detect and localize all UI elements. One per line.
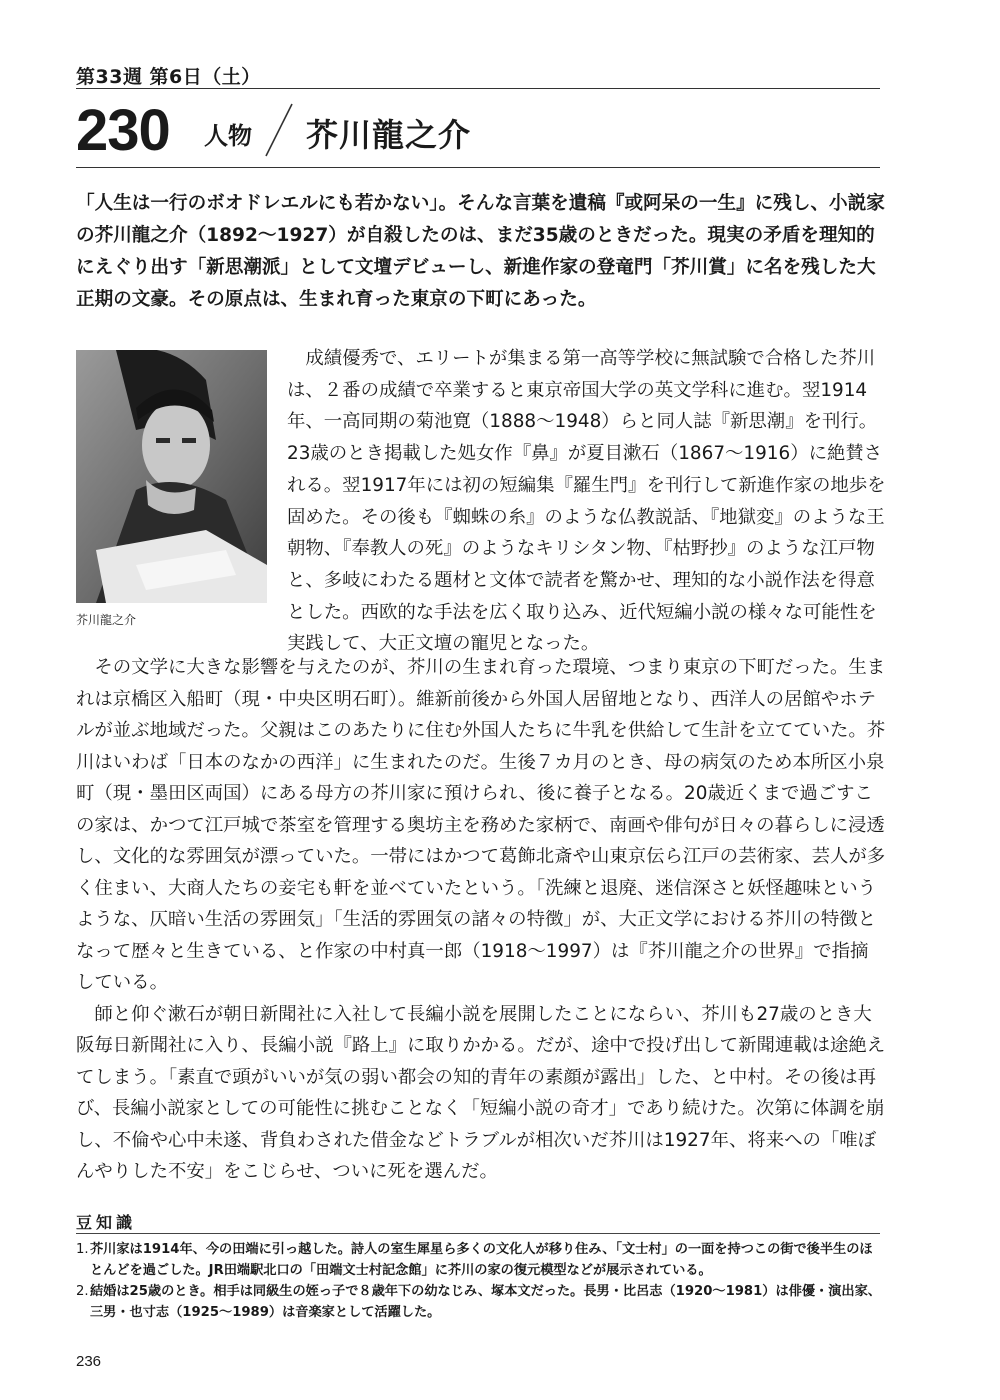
entry-category: 人物 [204, 122, 252, 150]
body-main [76, 652, 886, 1188]
trivia-item-text: 結婚は25歳のとき。相手は同級生の姪っ子で８歳年下の幼なじみ、塚本文だった。長男・比呂志（1920〜1981）は俳優・演出家、三男・也寸志（1925〜1989）は音楽家として活躍した。 [90, 1284, 881, 1320]
photo-caption: 芥川龍之介 [76, 613, 137, 627]
body-paragraph-3: 師と仰ぐ漱石が朝日新聞社に入社して長編小説を展開したことにならい、芥川も27歳のとき大阪毎日新聞社に入り、長編小説『路上』に取りかかる。だが、途中で投げ出して新聞連載は途絶えてしまう。「素直で頭がいいが気の弱い都会の知的青年の素顔が露出」した、と中村。その後は再び、長編小説家としての可能性に挑むことなく「短編小説の奇才」であり続けた。次第に体調を崩し、不倫や心中未遂、背負わされた借金などトラブルが相次いだ芥川は1927年、将来への「唯ぼんやりした不安」をこじらせ、ついに死を選んだ。 [76, 1003, 886, 1182]
trivia-item [76, 1282, 884, 1323]
trivia-list [76, 1240, 884, 1324]
trivia-heading: 豆知識 [76, 1213, 137, 1232]
week-label: 第33週 第6日（土） [76, 66, 261, 88]
entry-title: 芥川龍之介 [306, 116, 472, 154]
trivia-item-text: 芥川家は1914年、今の田端に引っ越した。詩人の室生犀星ら多くの文化人が移り住み、「文士村」の一面を持つこの街で後半生のほとんどを過ごした。JR田端駅北口の「田端文士村記念館」に芥川の家の復元模型などが展示されている。 [90, 1242, 873, 1278]
lead-paragraph: 「人生は一行のボオドレエルにも若かない」。そんな言葉を遺稿『或阿呆の一生』に残し、小説家の芥川龍之介（1892〜1927）が自殺したのは、まだ35歳のときだった。現実の矛盾を理知的にえぐり出す「新思潮派」として文壇デビューし、新進作家の登竜門「芥川賞」に名を残した大正期の文豪。その原点は、生まれ育った東京の下町にあった。 [76, 193, 885, 310]
title-slash-divider [258, 100, 298, 160]
header-top-rule [76, 88, 880, 89]
entry-number: 230 [76, 98, 170, 163]
trivia-rule [76, 1233, 880, 1234]
body-paragraph-side [287, 343, 887, 660]
portrait-photo-graphic [76, 350, 267, 603]
trivia-item-number: 2. [76, 1284, 89, 1299]
body-paragraph-1: 成績優秀で、エリートが集まる第一高等学校に無試験で合格した芥川は、２番の成績で卒業すると東京帝国大学の英文学科に進む。翌1914年、一高同期の菊池寛（1888〜1948）らと同人誌『新思潮』を刊行。23歳のとき掲載した処女作『鼻』が夏目漱石（1867〜1916）に絶賛される。翌1917年には初の短編集『羅生門』を刊行して新進作家の地歩を固めた。その後も『蜘蛛の糸』のような仏教説話、『地獄変』のような王朝物、『奉教人の死』のようなキリシタン物、『枯野抄』のような江戸物と、多岐にわたる題材と文体で読者を驚かせ、理知的な小説作法を得意とした。西欧的な手法を広く取り込み、近代短編小説の様々な可能性を実践して、大正文壇の寵児となった。 [287, 348, 886, 655]
body-paragraph-2: その文学に大きな影響を与えたのが、芥川の生まれ育った環境、つまり東京の下町だった。生まれは京橋区入船町（現・中央区明石町）。維新前後から外国人居留地となり、西洋人の居館やホテルが並ぶ地域だった。父親はこのあたりに住む外国人たちに牛乳を供給して生計を立てていた。芥川はいわば「日本のなかの西洋」に生まれたのだ。生後７カ月のとき、母の病気のため本所区小泉町（現・墨田区両国）にある母方の芥川家に預けられ、後に養子となる。20歳近くまで過ごすこの家は、かつて江戸城で茶室を管理する奥坊主を務めた家柄で、南画や俳句が日々の暮らしに浸透し、文化的な雰囲気が漂っていた。一帯にはかつて葛飾北斎や山東京伝ら江戸の芸術家、芸人が多く住まい、大商人たちの妾宅も軒を並べていたという。「洗練と退廃、迷信深さと妖怪趣味というような、仄暗い生活の雰囲気」「生活的雰囲気の諸々の特徴」が、大正文学における芥川の特徴となって歴々と生きている、と作家の中村真一郎（1918〜1997）は『芥川龍之介の世界』で指摘している。 [76, 657, 886, 993]
trivia-item [76, 1240, 884, 1281]
header-bottom-rule [76, 167, 880, 168]
trivia-item-number: 1. [76, 1242, 89, 1257]
portrait-photo [76, 350, 267, 603]
page-number: 236 [76, 1353, 102, 1370]
